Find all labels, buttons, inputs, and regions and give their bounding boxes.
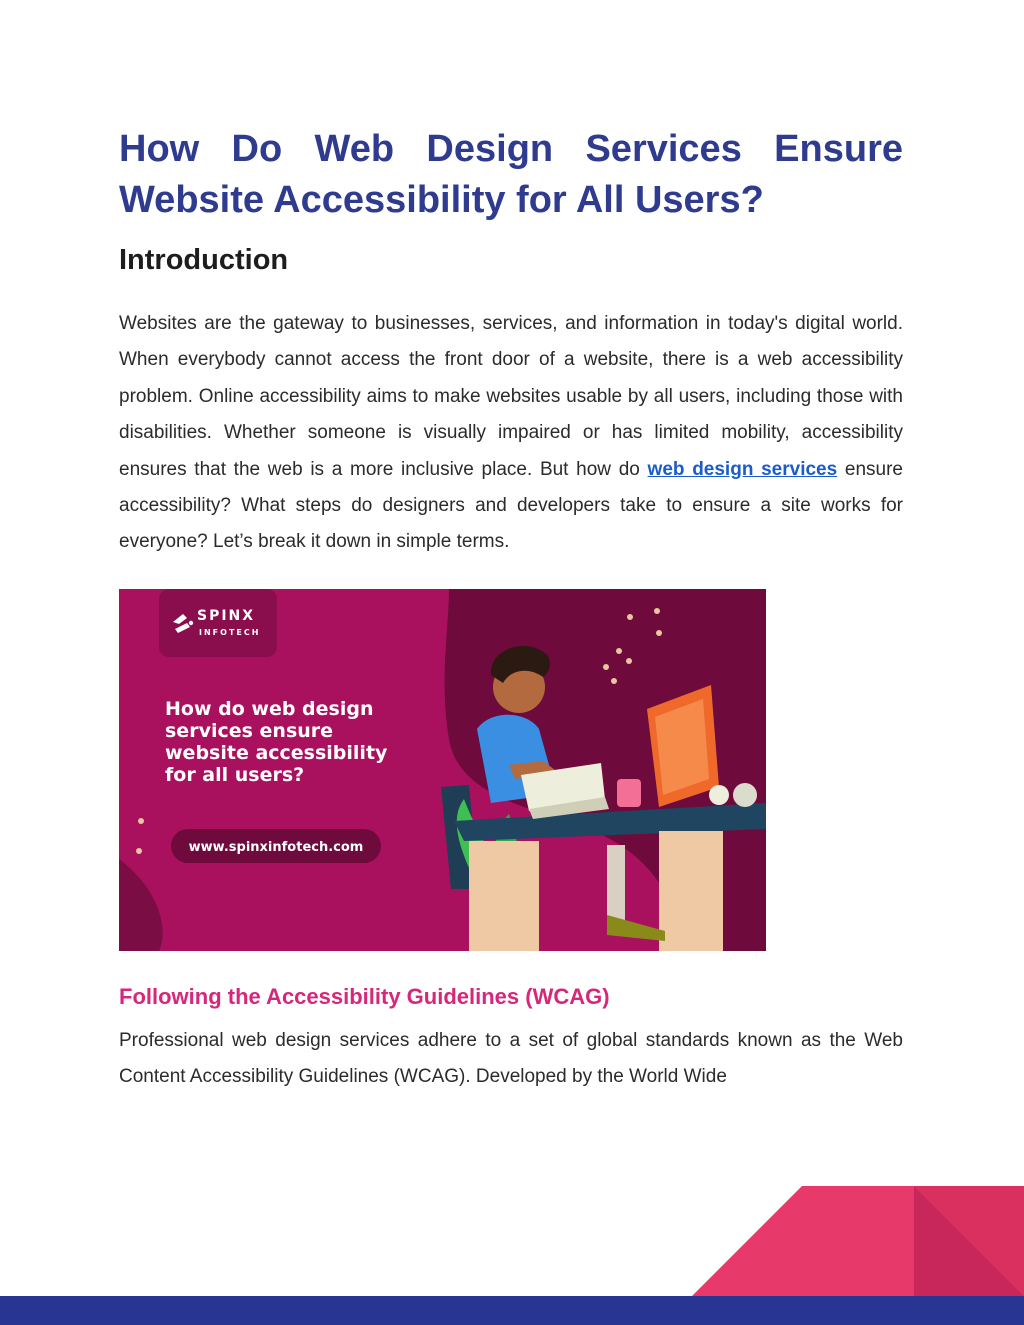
corner-decoration [692, 1186, 1024, 1296]
page-title: How Do Web Design Services Ensure Website Accessibility for All Users? [119, 128, 903, 221]
intro-text-after: ensure accessibility? What steps do designers and developers take to ensure a site works for everyone? Let’s break it down in simple terms. [119, 458, 903, 553]
hero-brand-text: SPINX [197, 607, 256, 624]
intro-paragraph [119, 306, 903, 561]
section-heading: Following the Accessibility Guidelines (WCAG) [119, 983, 610, 1009]
hero-banner-image [119, 589, 766, 951]
hero-headline-line-1: How do web design [165, 697, 374, 720]
intro-text-before: Websites are the gateway to businesses, services, and information in today's digital world. When everybody cannot access the front door of a website, there is a web accessibility problem. Online accessibility aims to make websites usable by all users, including those with disabilities. Whether someone is visually impaired or has limited mobility, accessibility ensures that the web is a more inclusive place. But how do [119, 313, 903, 480]
hero-headline-line-4: for all users? [165, 763, 305, 786]
web-design-services-link[interactable]: web design services [647, 458, 838, 480]
hero-headline-line-3: website accessibility [165, 741, 388, 764]
document-body [119, 124, 903, 1096]
hero-url: www.spinxinfotech.com [188, 839, 364, 855]
hero-brand-subtext: INFOTECH [199, 627, 261, 637]
intro-heading: Introduction [119, 244, 289, 276]
footer-bar [0, 1296, 1024, 1325]
hero-headline-line-2: services ensure [165, 719, 334, 742]
section-paragraph: Professional web design services adhere to a set of global standards known as the Web Content Accessibility Guidelines (WCAG). Developed by the World Wide [119, 1029, 903, 1088]
